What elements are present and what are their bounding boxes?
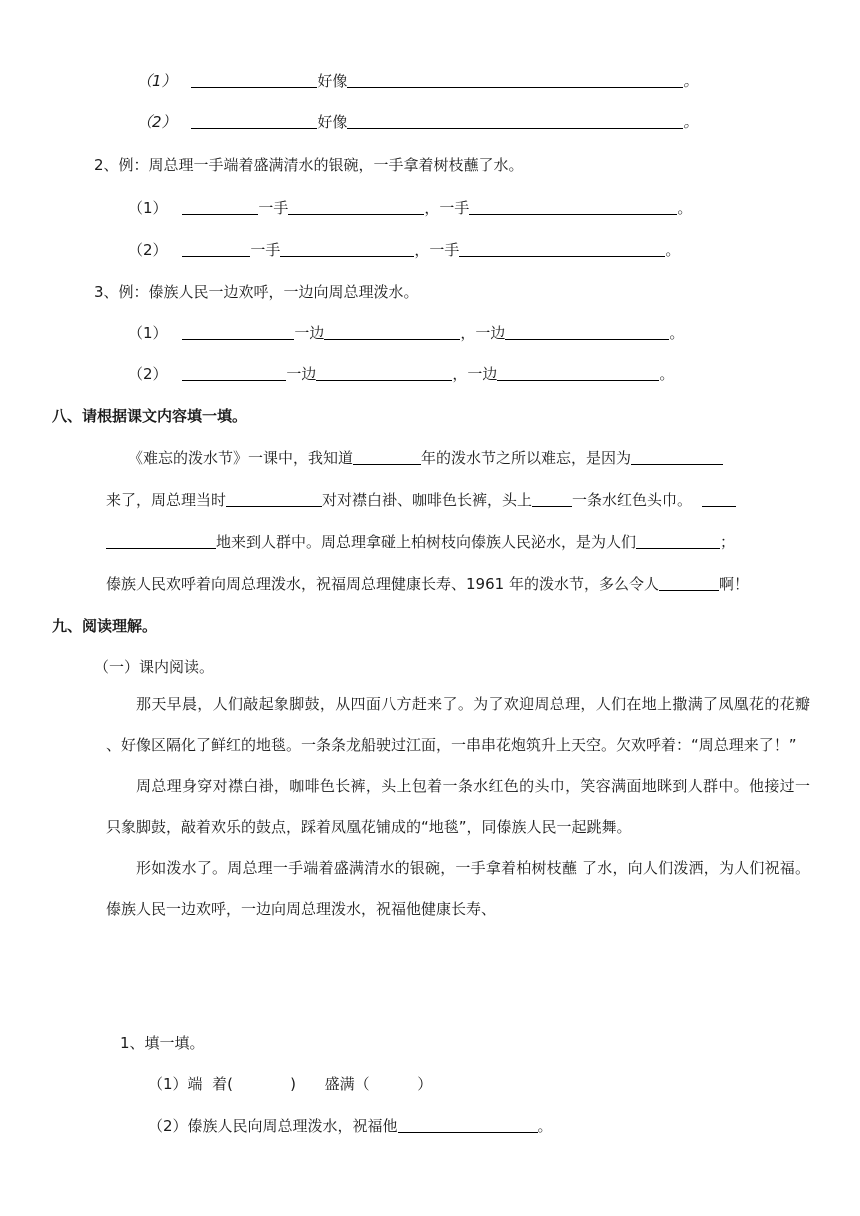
item-number: （1） [128,199,168,217]
fill-text: 啊！ [718,575,749,593]
blank-field[interactable] [324,323,460,340]
item-text: 一边 [294,324,325,342]
passage-paragraph: 形如泼水了。周总理一手端着盛满清水的银碗，一手拿着柏树枝蘸 了水，向人们泼洒，为人们祝福。傣族人民一边欢呼，一边向周总理泼水，祝福他健康长寿、 [106,859,810,918]
blank-field[interactable] [347,112,683,129]
item-text: 好像 [317,72,348,90]
item-text: 好像 [317,113,348,131]
q2-item-1 [128,198,692,218]
q1-item-2 [137,112,698,132]
blank-field[interactable] [347,71,683,88]
fill-text: 地来到人群中。周总理拿碰上柏树枝向傣族人民泌水，是为人们 [216,533,637,551]
q1-item-1 [137,71,698,91]
blank-field[interactable] [226,490,322,507]
item-number: （1） [128,324,168,342]
item-text: 。 [659,365,675,383]
fill-line-2 [106,490,736,510]
item-text: 。 [683,72,699,90]
q2-item-2 [128,240,680,260]
blank-field[interactable] [469,198,677,215]
item-text: 一手 [250,241,281,259]
item-text: 。 [683,113,699,131]
item-text: ，一手 [424,199,470,217]
blank-field[interactable] [659,574,719,591]
question-item-1: （1）端 着( ) 盛满（ ） [148,1075,433,1093]
section-heading: 八、请根据课文内容填一填。 [52,407,248,425]
q3-item-2 [128,364,674,384]
blank-field[interactable] [182,198,258,215]
blank-field[interactable] [497,364,659,381]
item-text: （2）傣族人民向周总理泼水，祝福他 [148,1117,398,1135]
passage-paragraph: 那天早晨，人们敲起象脚鼓，从四面八方赶来了。为了欢迎周总理，人们在地上撒满了凤凰花的花瓣 、好像区隔化了鲜红的地毯。一条条龙船驶过江面，一串串花炮筑升上天空。欠欢呼着：“周总理来了！” [106,695,810,754]
blank-field[interactable] [316,364,452,381]
fill-line-4 [106,574,749,594]
fill-text: 一条水红色头巾。 [572,491,693,509]
blank-field[interactable] [182,323,294,340]
reading-passage [106,684,810,930]
fill-text: ； [720,533,736,551]
item-text: 一手 [258,199,289,217]
item-text: 。 [665,241,681,259]
fill-text: 傣族人民欢呼着向周总理泼水，祝福周总理健康长寿、1961 年的泼水节，多么令人 [106,575,659,593]
item-number: （2） [128,241,168,259]
fill-text: 年的泼水节之所以难忘，是因为 [421,449,632,467]
blank-field[interactable] [191,112,317,129]
blank-field[interactable] [532,490,572,507]
blank-field[interactable] [702,490,736,507]
item-number: （2） [128,365,168,383]
section-heading: 九、阅读理解。 [52,617,158,635]
q3-item-1 [128,323,684,343]
item-text: ，一边 [452,365,498,383]
blank-field[interactable] [353,448,421,465]
item-number: （2） [137,113,177,131]
fill-text: 来了，周总理当时 [106,491,227,509]
q2-example: 2、例：周总理一手端着盛满清水的银碗，一手拿着树枝蘸了水。 [94,156,524,174]
fill-line-1 [128,448,723,468]
q3-example: 3、例：傣族人民一边欢呼，一边向周总理泼水。 [94,283,419,301]
blank-field[interactable] [505,323,669,340]
item-text: 。 [669,324,685,342]
passage-paragraph: 周总理身穿对襟白褂，咖啡色长裤，头上包着一条水红色的头巾，笑容满面地眯到人群中。他接过一只象脚鼓，敲着欢乐的鼓点，踩着凤凰花铺成的“地毯”，同傣族人民一起跳舞。 [106,777,810,836]
fill-text: 《难忘的泼水节》一课中，我知道 [128,449,354,467]
blank-field[interactable] [106,532,216,549]
item-text: 。 [537,1117,553,1135]
blank-field[interactable] [636,532,720,549]
blank-field[interactable] [288,198,424,215]
fill-text: 对对襟白褂、咖啡色长裤，头上 [322,491,533,509]
blank-field[interactable] [631,448,723,465]
question-item-2 [148,1116,553,1136]
blank-field[interactable] [182,240,250,257]
fill-line-3 [106,532,735,552]
blank-field[interactable] [280,240,414,257]
question-label: 1、填一填。 [120,1034,205,1052]
blank-field[interactable] [459,240,665,257]
item-text: 。 [677,199,693,217]
item-text: 一边 [286,365,317,383]
item-number: （1） [137,72,177,90]
blank-field[interactable] [191,71,317,88]
sub-heading: （一）课内阅读。 [94,658,215,676]
blank-field[interactable] [398,1116,538,1133]
item-text: ，一边 [460,324,506,342]
blank-field[interactable] [182,364,286,381]
item-text: ，一手 [414,241,460,259]
